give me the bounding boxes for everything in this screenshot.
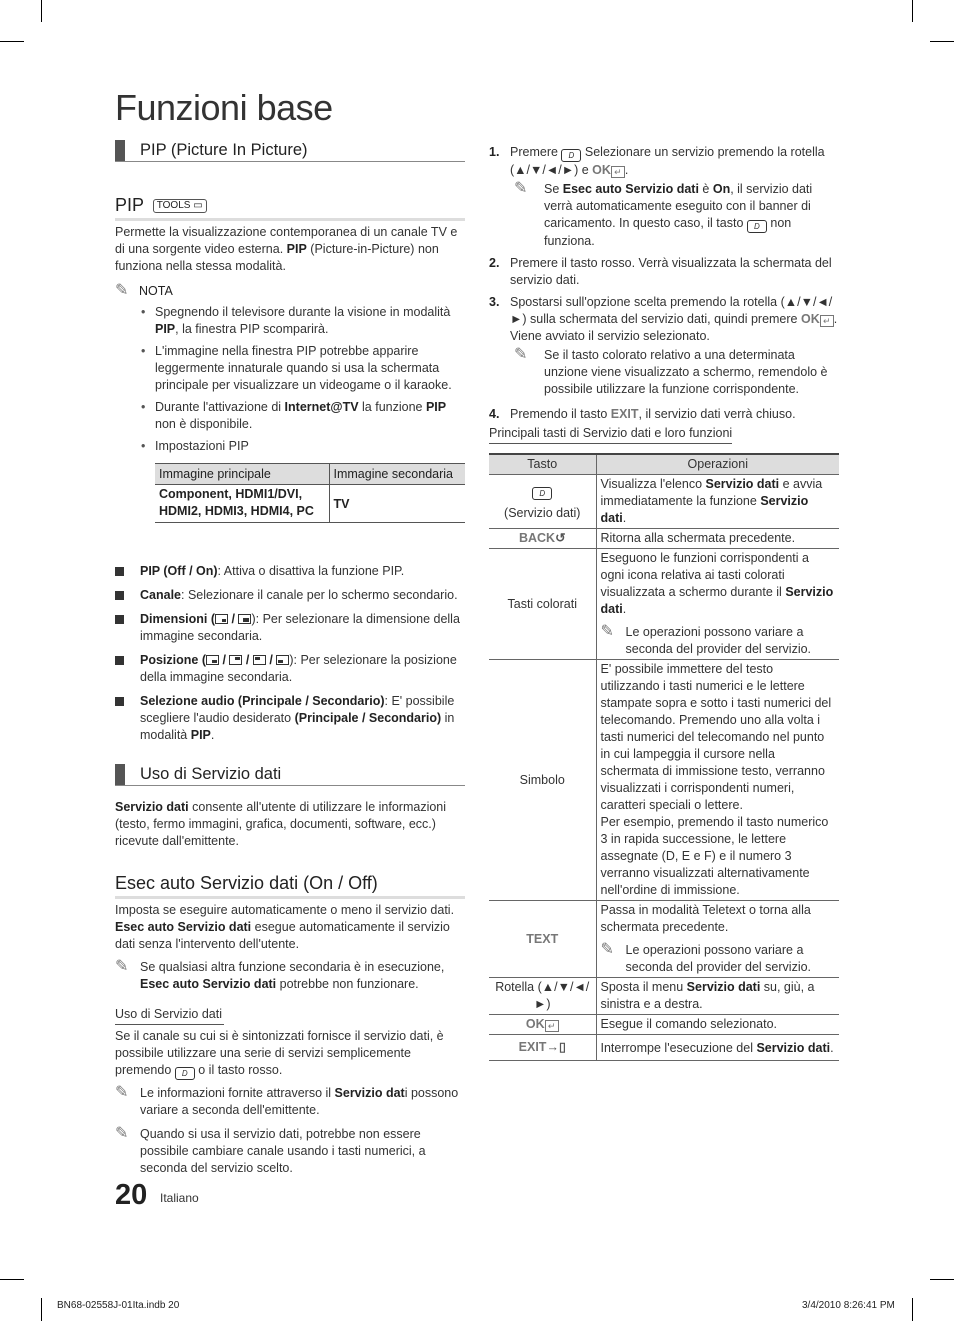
crop-mark <box>930 41 954 42</box>
step-item: 1. Premere D Selezionare un servizio premendo la rotella (▲/▼/◄/►) e OK ↵ . ✎ Se Esec auto Servizio dati è On, il servizio dati verrà automaticamente eseguito con il banner di caricamento. In questo caso, il tasto D non funziona. <box>489 145 825 248</box>
subheading-pip <box>115 193 465 221</box>
crop-mark <box>41 0 42 22</box>
list-item: • Durante l'attivazione di Internet@TV la funzione PIP non è disponibile. <box>141 399 467 433</box>
pencil-note-icon: ✎ <box>600 623 614 640</box>
table-cell: Simbolo <box>489 660 596 901</box>
position-bottom-left-icon <box>276 655 289 665</box>
table-cell: Tasti colorati <box>489 549 596 660</box>
subheading-auto-exec <box>115 871 465 899</box>
footer-timestamp: 3/4/2010 8:26:41 PM <box>802 1300 895 1311</box>
table-row <box>489 901 839 978</box>
table-cell: Visualizza l'elenco Servizio dati e avvia immediatamente la funzione Servizio dati. <box>596 475 839 529</box>
table-row <box>489 660 839 901</box>
uso-text: Se il canale su cui si è sintonizzati fornisce il servizio dati, è possibile utilizzare una serie di servizi semplicemente premendo D o il tasto rosso. <box>115 1029 444 1078</box>
table-row <box>489 1015 839 1035</box>
table-header-cell: Tasto <box>489 454 596 475</box>
table-row <box>155 485 465 523</box>
pencil-note-icon: ✎ <box>115 958 129 975</box>
position-top-right-icon <box>229 655 242 665</box>
step-item: 3. Spostarsi sull'opzione scelta premendo la rotella (▲/▼/◄/►) sulla schermata del servizio dati, quindi premere OK ↵ . Viene avviato il servizio selezionato. ✎ Se il tasto colorato relativo a una determinata unzione viene visualizzato a schermo, remendolo è possibile utilizzare la funzione corrispondente. <box>489 295 838 396</box>
data-service-key-icon: D <box>175 1067 195 1080</box>
pencil-note-icon: ✎ <box>514 346 528 363</box>
table-cell: Sposta il menu Servizio dati su, giù, a sinistra e a destra. <box>596 978 839 1015</box>
pencil-note-icon: ✎ <box>115 282 129 299</box>
exit-icon: →▯ <box>546 1040 566 1054</box>
list-item: • L'immagine nella finestra PIP potrebbe apparire leggermente innaturale quando si usa la schermata principale per visualizzare un videogame o il karaoke. <box>141 343 467 394</box>
table-cell: TEXT <box>489 901 596 978</box>
option-item: PIP (Off / On): Attiva o disattiva la funzione PIP. <box>115 563 467 580</box>
pencil-note-icon: ✎ <box>514 180 528 197</box>
nota-label-row <box>115 282 467 300</box>
data-service-key-icon: D <box>532 487 552 500</box>
section-heading-text: Uso di Servizio dati <box>140 765 282 783</box>
table-row <box>489 549 839 660</box>
subheading-text: Esec auto Servizio dati (On / Off) <box>115 873 378 893</box>
note: ✎ Le informazioni fornite attraverso il Servizio dati possono variare a seconda dell'emittente. <box>115 1084 459 1117</box>
heading-bar <box>115 764 125 785</box>
page-language: Italiano <box>160 1191 199 1205</box>
tools-badge-label: TOOLS <box>156 200 191 212</box>
table-cell: Eseguono le funzioni corrispondenti a ogni icona relativa ai tasti colorati visualizzata a schermo durante il Servizio dati. ✎ Le operazioni possono variare a seconda del provider del servizio. <box>596 549 839 660</box>
table-cell: D (Servizio dati) <box>489 475 596 529</box>
nota-label: NOTA <box>139 284 173 298</box>
pip-intro <box>115 224 467 275</box>
table-cell: Esegue il comando selezionato. <box>596 1015 839 1035</box>
step-item: 4. Premendo il tasto EXIT, il servizio dati verrà chiuso. <box>489 407 796 421</box>
table-row <box>489 978 839 1015</box>
caption-text: Principali tasti di Servizio dati e loro funzioni <box>489 425 732 444</box>
heading-bar <box>115 140 125 161</box>
back-icon: ↺ <box>555 531 566 545</box>
table-cell: Ritorna alla schermata precedente. <box>596 529 839 549</box>
data-service-key-icon: D <box>747 220 767 233</box>
table-header-cell: Immagine secondaria <box>329 464 465 485</box>
option-item: Posizione ( / / / ): Per selezionare la posizione della immagine secondaria. <box>115 652 467 686</box>
crop-mark <box>41 1298 42 1321</box>
tools-badge: TOOLS ▭ <box>153 199 207 213</box>
table-cell: E' possibile immettere del testo utilizzando i tasti numerici e le lettere stampate sopra e sotto i tasti numerici del telecomando. Premendo uno alla volta i tasti numerici del telecomando nel punto in cui lampeggia il cursore nella schermata di immissione testo, verranno visualizzati i corrispondenti numeri, caratteri speciali o lettere. Per esempio, premendo il tasto numerico 3 in rapida successione, le lettere assegnate (D, E e F) e il numero 3 verranno visualizzati alternativamente nell'ordine di immissione. <box>596 660 839 901</box>
table-cell: TV <box>329 485 465 523</box>
pip-options-list <box>115 563 467 751</box>
enter-icon: ↵ <box>545 1020 559 1032</box>
table-header-cell: Immagine principale <box>155 464 329 485</box>
uso-label <box>115 1006 467 1025</box>
page-title: Funzioni base <box>115 87 333 128</box>
text-bold: PIP <box>286 242 307 256</box>
note: ✎ Se qualsiasi altra funzione secondaria è in esecuzione, Esec auto Servizio dati potrebbe non funzionare. <box>115 958 445 991</box>
list-item: • Spegnendo il televisore durante la visione in modalità PIP, la finestra PIP scomparirà. <box>141 304 467 338</box>
section-heading-pip <box>115 139 465 162</box>
data-service-key-icon: D <box>561 149 581 162</box>
enter-icon: ↵ <box>611 166 625 178</box>
table-header-cell: Operazioni <box>596 454 839 475</box>
pip-settings-table <box>155 463 465 523</box>
table-cell: Component, HDMI1/DVI, HDMI2, HDMI3, HDMI4, PC <box>155 485 329 523</box>
pencil-note-icon: ✎ <box>115 1084 129 1101</box>
section-heading-data <box>115 763 465 786</box>
option-item: Dimensioni ( / ): Per selezionare la dimensione della immagine secondaria. <box>115 611 467 645</box>
uso-label-text: Uso di Servizio dati <box>115 1006 224 1025</box>
step-item: 2. Premere il tasto rosso. Verrà visualizzata la schermata del servizio dati. <box>489 256 832 287</box>
table-header-row <box>155 464 465 485</box>
list-item: • Impostazioni PIP <box>141 438 467 455</box>
table-row <box>489 529 839 549</box>
table-cell: Rotella (▲/▼/◄/►) <box>489 978 596 1015</box>
crop-mark <box>930 1279 954 1280</box>
table-cell: BACK↺ <box>489 529 596 549</box>
crop-mark <box>912 1298 913 1321</box>
footer-file-info: BN68-02558J-01Ita.indb 20 <box>57 1300 180 1311</box>
position-top-left-icon <box>253 655 266 665</box>
page-number: 20 <box>115 1179 148 1211</box>
enter-icon: ↵ <box>820 315 834 327</box>
table-cell: Interrompe l'esecuzione del Servizio dati. <box>596 1035 839 1061</box>
table-cell: OK ↵ <box>489 1015 596 1035</box>
crop-mark <box>0 1279 24 1280</box>
text: Permette la visualizzazione contemporanea di un canale TV e di una sorgente video esterna. <box>115 225 458 256</box>
option-item: Canale: Selezionare il canale per lo schermo secondario. <box>115 587 467 604</box>
position-bottom-right-icon <box>206 655 219 665</box>
table-row <box>489 475 839 529</box>
keys-table <box>489 453 839 1061</box>
table-header-row <box>489 454 839 475</box>
size-small-icon <box>215 614 228 624</box>
table-row <box>489 1035 839 1061</box>
subheading-text: PIP <box>115 195 144 215</box>
size-large-icon <box>238 614 251 624</box>
section-heading-text: PIP (Picture In Picture) <box>140 141 308 159</box>
pencil-note-icon: ✎ <box>600 941 614 958</box>
pencil-note-icon: ✎ <box>115 1125 129 1142</box>
note: ✎ Quando si usa il servizio dati, potrebbe non essere possibile cambiare canale usando i tasti numerici, a seconda del servizio scelto. <box>115 1125 426 1175</box>
auto-exec-intro: Imposta se eseguire automaticamente o meno il servizio dati. Esec auto Servizio dati esegue automaticamente il servizio dati senza l'intervento dell'utente. <box>115 903 455 951</box>
crop-mark <box>912 0 913 22</box>
pip-notes-list <box>141 304 467 460</box>
steps-list <box>489 144 839 428</box>
keys-table-caption <box>489 425 732 444</box>
text: (Picture-in-Picture) non funziona nella stessa modalità. <box>115 242 439 273</box>
option-item: Selezione audio (Principale / Secondario): E' possibile scegliere l'audio desiderato (Principale / Secondario) in modalità PIP. <box>115 693 467 744</box>
crop-mark <box>0 41 24 42</box>
table-cell: EXIT→▯ <box>489 1035 596 1061</box>
data-intro: Servizio dati consente all'utente di utilizzare le informazioni (testo, fermo immagini, grafica, documenti, software, ecc.) ricevute dall'emittente. <box>115 800 447 848</box>
table-cell: Passa in modalità Teletext o torna alla schermata precedente. ✎ Le operazioni possono variare a seconda del provider del servizio. <box>596 901 839 978</box>
